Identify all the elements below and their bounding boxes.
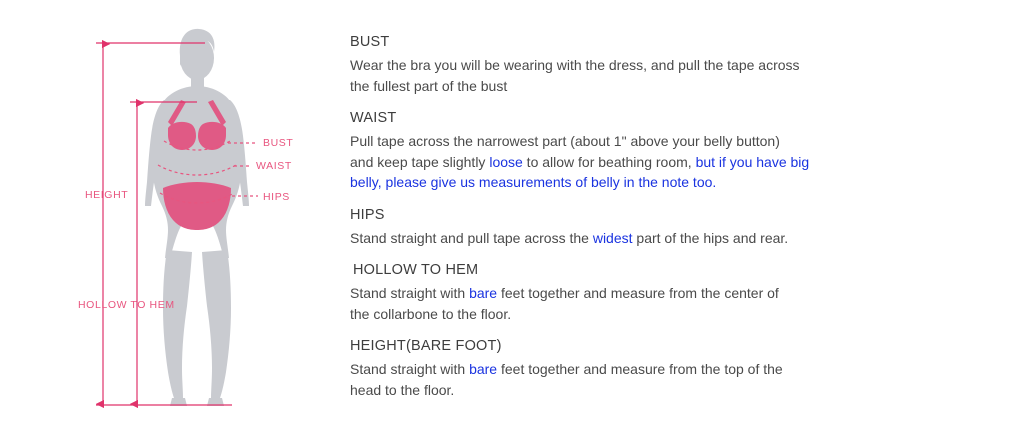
section-body xyxy=(350,55,1010,96)
section-body-line xyxy=(350,55,1010,76)
section-body-line xyxy=(350,380,1010,401)
instruction-section xyxy=(350,338,1010,400)
section-body xyxy=(350,283,1010,324)
highlighted-text: belly, please give us measurements of belly in the note too. xyxy=(350,174,717,190)
section-body-line xyxy=(350,304,1010,325)
diagram-label-waist: WAIST xyxy=(256,160,292,172)
body-text: Stand straight with xyxy=(350,361,470,377)
section-body-line xyxy=(350,131,1010,152)
instruction-section xyxy=(350,34,1010,96)
section-body-line xyxy=(350,283,1010,304)
body-text: Stand straight and pull tape across the xyxy=(350,229,593,246)
instruction-section xyxy=(350,262,1010,324)
body-text: part of the hips and rear. xyxy=(632,229,789,246)
body-text: Pull tape across the narrowest part (about 1" above your belly button) xyxy=(350,133,780,149)
measurement-instructions xyxy=(350,34,1010,414)
section-title: HOLLOW TO HEM xyxy=(353,262,479,278)
highlighted-text: bare xyxy=(469,285,498,301)
section-title: BUST xyxy=(350,34,390,50)
instruction-section xyxy=(350,110,1010,193)
section-body-line xyxy=(350,172,1010,193)
section-body-line xyxy=(350,76,1010,97)
section-body xyxy=(350,131,1010,193)
measurement-diagram xyxy=(0,0,340,426)
section-body-line xyxy=(350,359,1010,380)
body-text: and keep tape slightly xyxy=(350,153,490,170)
section-body xyxy=(350,228,1010,249)
body-text: Wear the bra you will be wearing with the dress, and pull the tape across xyxy=(350,57,800,73)
body-text: Stand straight with xyxy=(350,285,470,301)
instruction-section xyxy=(350,207,1010,249)
female-figure-illustration xyxy=(0,0,340,426)
diagram-label-hips: HIPS xyxy=(263,191,290,203)
highlighted-text: but if you have big xyxy=(695,153,810,170)
body-text: the fullest part of the bust xyxy=(350,77,508,94)
diagram-label-height: HEIGHT xyxy=(85,189,129,201)
body-text: feet together and measure from the top of the xyxy=(497,361,783,377)
section-title: WAIST xyxy=(350,110,397,126)
highlighted-text: loose xyxy=(489,153,523,170)
section-title: HIPS xyxy=(350,206,385,223)
body-text: to allow for beathing room, xyxy=(522,153,696,170)
section-body-line xyxy=(350,152,1010,173)
diagram-label-bust: BUST xyxy=(263,137,294,149)
section-body xyxy=(350,359,1010,400)
body-text: head to the floor. xyxy=(350,381,455,398)
body-text: the collarbone to the floor. xyxy=(350,305,512,322)
diagram-label-hollow-to-hem: HOLLOW TO HEM xyxy=(78,299,175,311)
body-text: feet together and measure from the center of xyxy=(497,285,779,301)
highlighted-text: widest xyxy=(592,229,633,246)
section-title: HEIGHT(BARE FOOT) xyxy=(350,338,502,354)
section-body-line xyxy=(350,228,1010,249)
highlighted-text: bare xyxy=(469,361,498,377)
